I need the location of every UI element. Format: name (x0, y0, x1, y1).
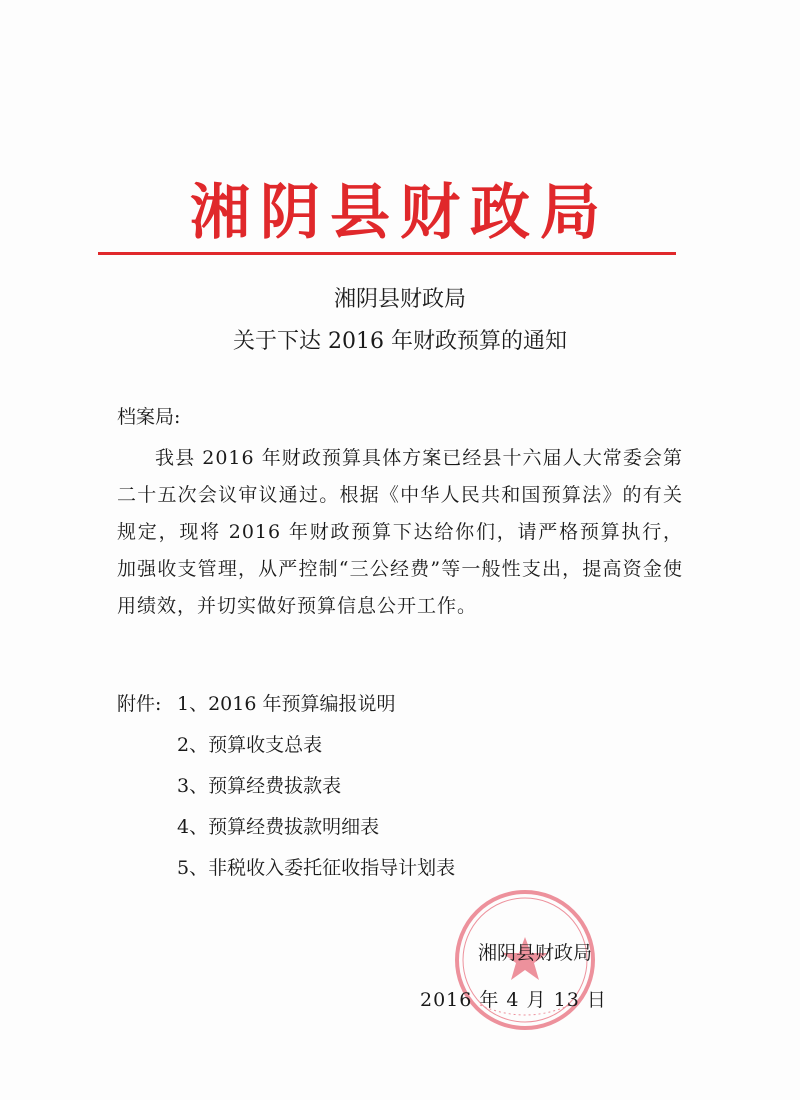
attachment-item (117, 693, 717, 734)
signature-org: 湘阴县财政局 (478, 942, 593, 964)
attachment-list (117, 693, 717, 898)
letterhead-title: 湘阴县财政局 (190, 178, 610, 248)
salutation: 档案局: (117, 406, 181, 428)
body-paragraph: 我县 2016 年财政预算具体方案已经县十六届人大常委会第二十五次会议审议通过。根据《中华人民共和国预算法》的有关规定，现将 2016 年财政预算下达给你们，请严格预算执行，加强收支管理，从严控制“三公经费”等一般性支出，提高资金使用绩效，并切实做好预算信息公开工作。 (117, 447, 683, 617)
attachment-label: 附件: (117, 693, 162, 715)
attachment-item-text: 4、预算经费拔款明细表 (177, 816, 380, 838)
attachment-item (117, 816, 717, 857)
attachment-item-text: 5、非税收入委托征收指导计划表 (177, 857, 456, 879)
signature-date: 2016 年 4 月 13 日 (420, 989, 607, 1011)
letterhead-divider (98, 252, 676, 255)
document-issuer: 湘阴县财政局 (333, 287, 466, 312)
attachment-item-text: 1、2016 年预算编报说明 (177, 693, 396, 715)
attachment-item (117, 857, 717, 898)
attachment-item (117, 775, 717, 816)
attachment-item (117, 734, 717, 775)
attachment-item-text: 3、预算经费拔款表 (177, 775, 342, 797)
attachment-item-text: 2、预算收支总表 (177, 734, 323, 756)
document-subject: 关于下达 2016 年财政预算的通知 (233, 329, 567, 354)
